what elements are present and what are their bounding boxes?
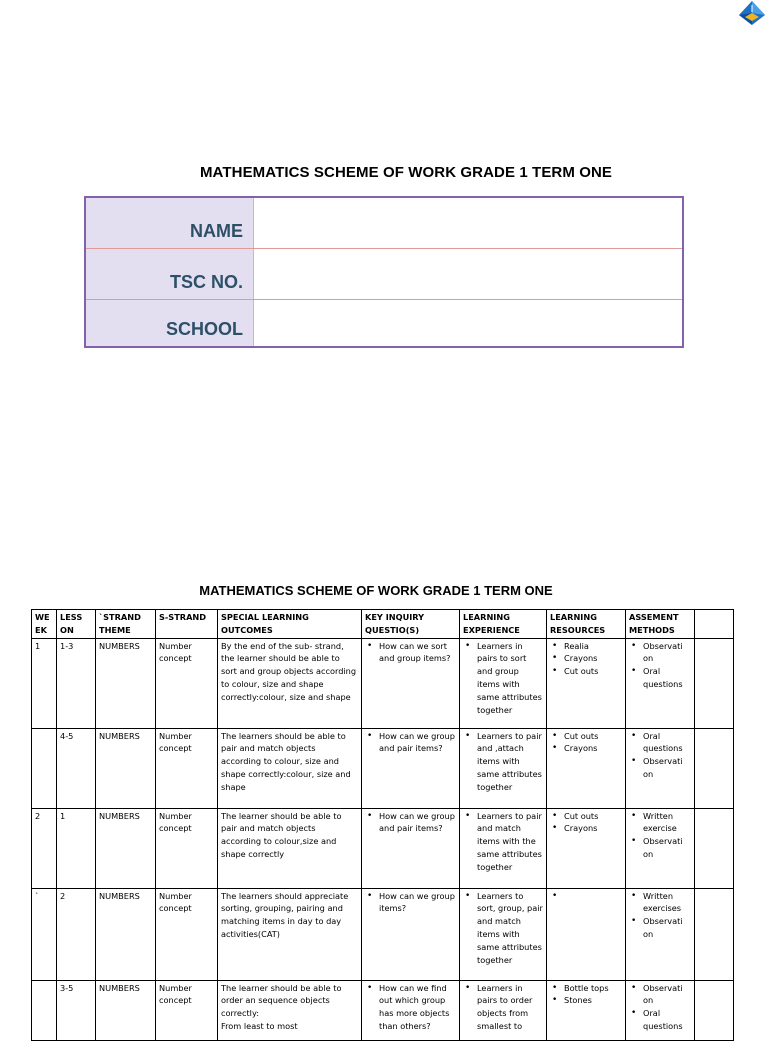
assessment-list (629, 640, 691, 691)
inquiry-list (365, 810, 456, 836)
cell-inquiry (362, 728, 460, 808)
cell-lesson: 1-3 (57, 638, 96, 728)
cell-strand: NUMBERS (96, 980, 156, 1040)
cell-remarks (695, 888, 734, 980)
cell-remarks (695, 728, 734, 808)
cell-substrand: Number concept (156, 728, 218, 808)
resources-list (550, 730, 622, 756)
bullet-item: • Stones (564, 994, 622, 1007)
scheme-of-work-table (31, 609, 734, 1041)
bullet-item: • Written exercise (643, 810, 691, 836)
cell-lesson: 1 (57, 808, 96, 888)
header-experience: LEARNING EXPERIENCE (460, 610, 547, 639)
header-inquiry: KEY INQUIRY QUESTIO(S) (362, 610, 460, 639)
cell-experience (460, 728, 547, 808)
bullet-item: • Learners in pairs to sort and group items with same attributes together (477, 640, 543, 717)
cell-outcomes: The learner should be able to order an sequence objects correctly: From least to most (218, 980, 362, 1040)
cell-week (32, 728, 57, 808)
cell-assessment (626, 980, 695, 1040)
cell-outcomes: The learners should appreciate sorting, grouping, pairing and matching items in day to day activities(CAT) (218, 888, 362, 980)
cell-resources (547, 980, 626, 1040)
experience-list (463, 982, 543, 1033)
bullet-item: • How can we sort and group items? (379, 640, 456, 666)
school-label: SCHOOL (165, 319, 243, 339)
cell-resources (547, 638, 626, 728)
header-assessment: ASSEMENT METHODS (626, 610, 695, 639)
cell-resources (547, 888, 626, 980)
cell-week: ` (32, 888, 57, 980)
bullet-item: • Learners to pair and ,attach items with same attributes together (477, 730, 543, 794)
cell-lesson: 3-5 (57, 980, 96, 1040)
cell-outcomes: The learners should be able to pair and match objects according to colour, size and shape correctly:colour, size and shape (218, 728, 362, 808)
cell-remarks (695, 638, 734, 728)
experience-list (463, 810, 543, 874)
assessment-list (629, 810, 691, 861)
bullet-item: • Cut outs (564, 810, 622, 823)
header-remarks (695, 610, 734, 639)
resources-list (550, 810, 622, 836)
cell-lesson: 4-5 (57, 728, 96, 808)
bullet-item: • Observati on (643, 640, 691, 666)
table-header-row (32, 610, 734, 639)
bullet-item: • Observati on (643, 835, 691, 861)
experience-list (463, 640, 543, 717)
bullet-item: • How can we group and pair items? (379, 810, 456, 836)
cell-substrand: Number concept (156, 638, 218, 728)
cell-inquiry (362, 638, 460, 728)
cell-resources (547, 808, 626, 888)
bullet-item: • How can we group and pair items? (379, 730, 456, 756)
table-title: MATHEMATICS SCHEME OF WORK GRADE 1 TERM ONE (199, 583, 553, 598)
teacher-info-form (84, 196, 684, 348)
cell-strand: NUMBERS (96, 728, 156, 808)
cell-outcomes: By the end of the sub- strand, the learner should be able to sort and group objects according to colour, size and shape correctly:colour, size and shape (218, 638, 362, 728)
school-row (86, 300, 682, 346)
resources-list (550, 982, 622, 1008)
cell-outcomes: The learner should be able to pair and match objects according to colour,size and shape correctly (218, 808, 362, 888)
cell-week: 1 (32, 638, 57, 728)
cell-inquiry (362, 980, 460, 1040)
cell-assessment (626, 888, 695, 980)
cell-week (32, 980, 57, 1040)
bullet-item: • Cut outs (564, 730, 622, 743)
inquiry-list (365, 640, 456, 666)
resources-list (550, 640, 622, 678)
name-label: NAME (190, 221, 243, 241)
bullet-item: • Learners in pairs to order objects from smallest to (477, 982, 543, 1033)
cell-lesson: 2 (57, 888, 96, 980)
bullet-item: • Crayons (564, 652, 622, 665)
cell-inquiry (362, 808, 460, 888)
header-strand: `STRAND THEME (96, 610, 156, 639)
table-row (32, 808, 734, 888)
bullet-item: • Observati on (643, 755, 691, 781)
header-outcomes: SPECIAL LEARNING OUTCOMES (218, 610, 362, 639)
inquiry-list (365, 890, 456, 916)
cell-resources (547, 728, 626, 808)
cell-experience (460, 638, 547, 728)
header-lesson: LESS ON (57, 610, 96, 639)
bullet-item: • Crayons (564, 822, 622, 835)
bullet-item: • Oral questions (643, 730, 691, 756)
bullet-item: • Written exercises (643, 890, 691, 916)
cell-experience (460, 980, 547, 1040)
bullet-item: • Learners to sort, group, pair and match items with same attributes together (477, 890, 543, 967)
cell-strand: NUMBERS (96, 808, 156, 888)
header-resources: LEARNING RESOURCES (547, 610, 626, 639)
inquiry-list (365, 982, 456, 1033)
bullet-item: • Observati on (643, 982, 691, 1008)
cell-experience (460, 808, 547, 888)
cell-inquiry (362, 888, 460, 980)
header-week: WE EK (32, 610, 57, 639)
cell-substrand: Number concept (156, 808, 218, 888)
tsc-row (86, 249, 682, 300)
table-row (32, 980, 734, 1040)
cell-strand: NUMBERS (96, 888, 156, 980)
experience-list (463, 890, 543, 967)
header-substrand: S-STRAND (156, 610, 218, 639)
bullet-item: • Observati on (643, 915, 691, 941)
bullet-item: • How can we find out which group has more objects than others? (379, 982, 456, 1033)
inquiry-list (365, 730, 456, 756)
cell-remarks (695, 980, 734, 1040)
bullet-item: • Oral questions (643, 1007, 691, 1033)
bullet-item: • Oral questions (643, 665, 691, 691)
page-title: MATHEMATICS SCHEME OF WORK GRADE 1 TERM ONE (199, 164, 613, 181)
cell-week: 2 (32, 808, 57, 888)
tsc-label: TSC NO. (169, 272, 243, 292)
blue-diamond-logo-icon (738, 0, 766, 26)
name-row (86, 198, 682, 249)
bullet-item: • Realia (564, 640, 622, 653)
assessment-list (629, 730, 691, 781)
cell-substrand: Number concept (156, 888, 218, 980)
cell-substrand: Number concept (156, 980, 218, 1040)
bullet-item: • How can we group items? (379, 890, 456, 916)
table-row (32, 728, 734, 808)
cell-experience (460, 888, 547, 980)
cell-assessment (626, 638, 695, 728)
bullet-item: • Learners to pair and match items with the same attributes together (477, 810, 543, 874)
cell-remarks (695, 808, 734, 888)
cell-assessment (626, 728, 695, 808)
assessment-list (629, 982, 691, 1033)
cell-strand: NUMBERS (96, 638, 156, 728)
table-row (32, 638, 734, 728)
bullet-item: • Bottle tops (564, 982, 622, 995)
bullet-item: • Cut outs (564, 665, 622, 678)
bullet-item: • Crayons (564, 742, 622, 755)
experience-list (463, 730, 543, 794)
cell-assessment (626, 808, 695, 888)
table-row (32, 888, 734, 980)
assessment-list (629, 890, 691, 941)
